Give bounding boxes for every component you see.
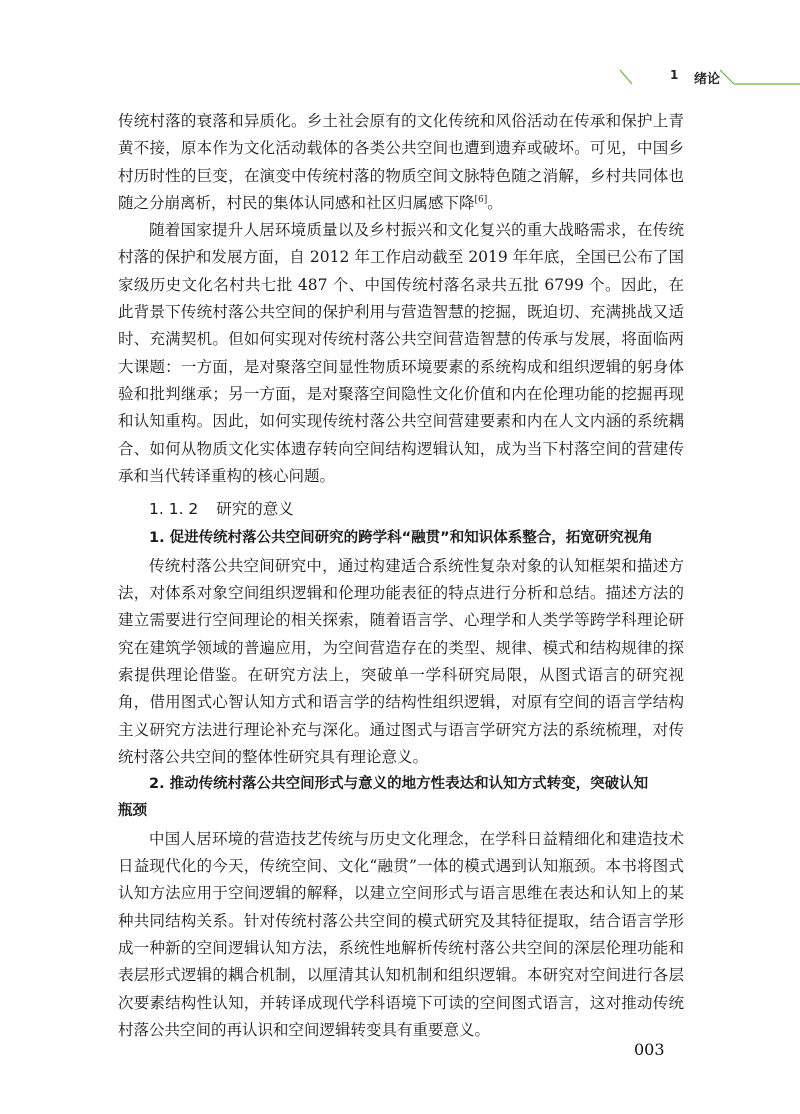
- section-title: 研究的意义: [216, 500, 294, 519]
- section-number: 1. 1. 2: [149, 500, 199, 519]
- citation-ref[interactable]: [6]: [474, 194, 488, 205]
- running-header: [560, 64, 800, 94]
- subheading-2-line2: 瓶颈: [118, 803, 147, 820]
- body-text: [118, 108, 684, 1044]
- paragraph-4: 中国人居环境的营造技艺传统与历史文化理念，在学科日益精细化和建造技术日益现代化的今天，传统空间、文化“融贯”一体的模式遇到认知瓶颈。本书将图式认知方法应用于空间逻辑的解释，以建立空间形式与语言思维在表达和认知上的某种共同结构关系。针对传统村落公共空间的模式研究及其特征提取，结合语言学形成一种新的空间逻辑认知方法，系统性地解析传统村落公共空间的深层伦理功能和表层形式逻辑的耦合机制，以厘清其认知机制和组织逻辑。本研究对空间进行各层次要素结构性认知，并转译成现代学科语境下可读的空间图式语言，这对推动传统村落公共空间的再认识和空间逻辑转变具有重要意义。: [118, 829, 684, 1039]
- subheading-2-line1: 2. 推动传统村落公共空间形式与意义的地方性表达和认知方式转变，突破认知: [149, 776, 649, 793]
- header-rule-icon: [560, 64, 800, 94]
- paragraph-3: 传统村落公共空间研究中，通过构建适合系统性复杂对象的认知框架和描述方法，对体系对象空间组织逻辑和伦理功能表征的特点进行分析和总结。描述方法的建立需要进行空间理论的相关探索，随着语言学、心理学和人类学等跨学科理论研究在建筑学领域的普遍应用，为空间营造存在的类型、规律、模式和结构规律的探索提供理论借鉴。在研究方法上，突破单一学科研究局限，从图式语言的研究视角，借用图式心智认知方式和语言学的结构性组织逻辑，对原有空间的语言学结构主义研究方法进行理论补充与深化。通过图式与语言学研究方法的系统梳理，对传统村落公共空间的整体性研究具有理论意义。: [118, 556, 684, 766]
- subheading-1: 1. 促进传统村落公共空间研究的跨学科“融贯”和知识体系整合，拓宽研究视角: [149, 530, 653, 547]
- paragraph-2: 随着国家提升人居环境质量以及乡村振兴和文化复兴的重大战略需求，在传统村落的保护和发展方面，自 2012 年工作启动截至 2019 年年底，全国已公布了国家级历史文化名村共七批 487 个、中国传统村落名录共五批 6799 个。因此，在此背景下传统村落公共空间的保护利用与营造智慧的挖掘，既迫切、充满挑战又适时、充满契机。但如何实现对传统村落公共空间营造智慧的传承与发展，将面临两大课题：一方面，是对聚落空间显性物质环境要素的系统构成和组织逻辑的躬身体验和批判继承；另一方面，是对聚落空间隐性文化价值和内在伦理功能的挖掘再现和认知重构。因此，如何实现传统村落公共空间营建要素和内在人文内涵的系统耦合、如何从物质文化实体遗存转向空间结构逻辑认知，成为当下村落空间的营建传承和当代转译重构的核心问题。: [118, 221, 684, 485]
- paragraph-1: 传统村落的衰落和异质化。乡土社会原有的文化传统和风俗活动在传承和保护上青黄不接，原本作为文化活动载体的各类公共空间也遭到遗弃或破坏。可见，中国乡村历时性的巨变，在演变中传统村落的物质空间文脉特色随之消解，乡村共同体也随之分崩离析，村民的集体认同感和社区归属感下降[6]。: [118, 112, 684, 212]
- section-heading: [149, 496, 684, 523]
- page-number: 003: [634, 1040, 665, 1059]
- chapter-number: 1: [670, 68, 679, 82]
- chapter-title: 绪论: [694, 72, 721, 87]
